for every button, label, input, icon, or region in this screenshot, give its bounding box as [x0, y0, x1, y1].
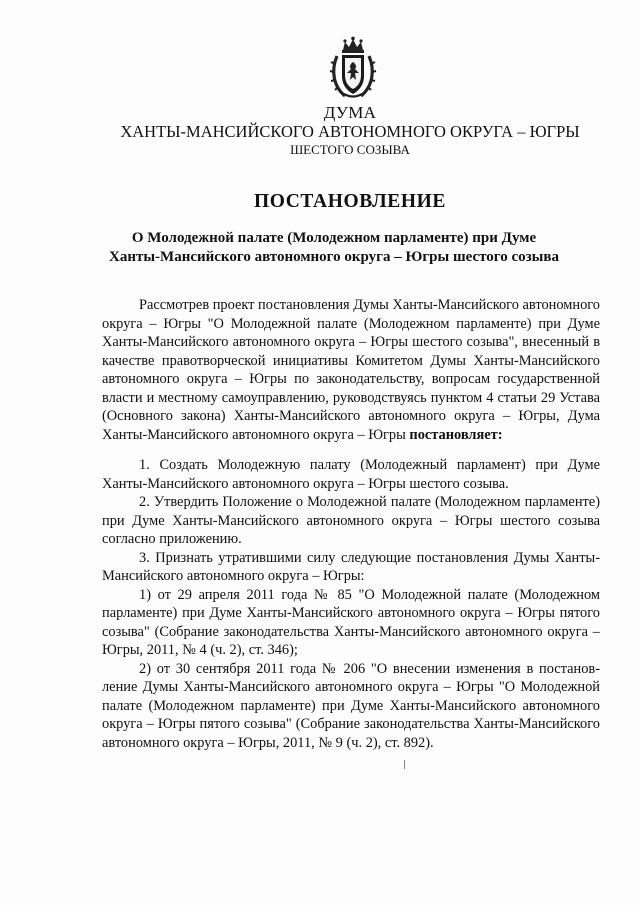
organization-convocation: ШЕСТОГО СОЗЫВА [290, 142, 410, 157]
preamble-text: Рассмотрев проект постановления Думы Ханты-Мансийского автономного округа – Югры "О Молодежной палате (Молодежном парламенте) при Думе Ханты-Мансийского автономного округа – Югры шестого созыва", внесенный в качестве правотворческой инициативы Комитетом Думы Ханты-Мансийского автономного округа – Югры по законодательству, вопросам государственной власти и местному самоуправлению, руководствуясь пунктом 4 статьи 29 Устава (Основного закона) Ханты-Мансийского автономного округа – Югры, Дума Ханты-Мансийского автономного округа – Югры [102, 297, 601, 443]
document-subject [70, 229, 598, 267]
document-subject-line-2: Ханты-Мансийского автономного округа – Югры шестого созыва [108, 249, 559, 265]
preamble-paragraph [102, 296, 600, 444]
coat-of-arms-icon [329, 36, 377, 100]
document-subject-line-1: О Молодежной палате (Молодежном парламенте) при Думе [131, 230, 537, 246]
resolution-subitem: 2) от 30 сентября 2011 года № 206 "О внесении изменения в постановление Думы Ханты-Мансийского автономного округа – Югры "О Молодежной палате (Молодежном парламенте) при Думе Ханты-Мансийского автономного округа – Югры пятого созыва" (Собрание законодательства Ханты-Мансийского автономного округа – Югры, 2011, № 9 (ч. 2), ст. 892). [102, 660, 600, 751]
organization-name: ДУМА [323, 103, 377, 122]
resolution-item: 3. Признать утратившими силу следующие постановления Думы Ханты-Мансийского автономного округа – Югры: [102, 549, 600, 584]
resolution-subitem: 1) от 29 апреля 2011 года № 85 "О Молодежной палате (Молодежном парламенте) при Думе Ханты-Мансийского автономного округа – Югры пятого созыва" (Собрание законодательства Ханты-Мансийского автономного округа – Югры, 2011, № 4 (ч. 2), ст. 346); [102, 586, 600, 658]
resolution-item: 1. Создать Молодежную палату (Молодежный парламент) при Думе Ханты-Мансийского автономного округа – Югры шестого созыва. [102, 457, 600, 492]
resolution-verb: постановляет: [409, 426, 503, 443]
resolution-items [102, 456, 600, 752]
resolution-item: 2. Утвердить Положение о Молодежной палате (Молодежном парламенте) при Думе Ханты-Мансийского автономного округа – Югры шестого созыва согласно приложению. [102, 494, 600, 547]
organization-region: ХАНТЫ-МАНСИЙСКОГО АВТОНОМНОГО ОКРУГА – ЮГРЫ [120, 122, 580, 141]
document-type-title: ПОСТАНОВЛЕНИЕ [253, 191, 447, 212]
scan-artifact [404, 760, 405, 769]
